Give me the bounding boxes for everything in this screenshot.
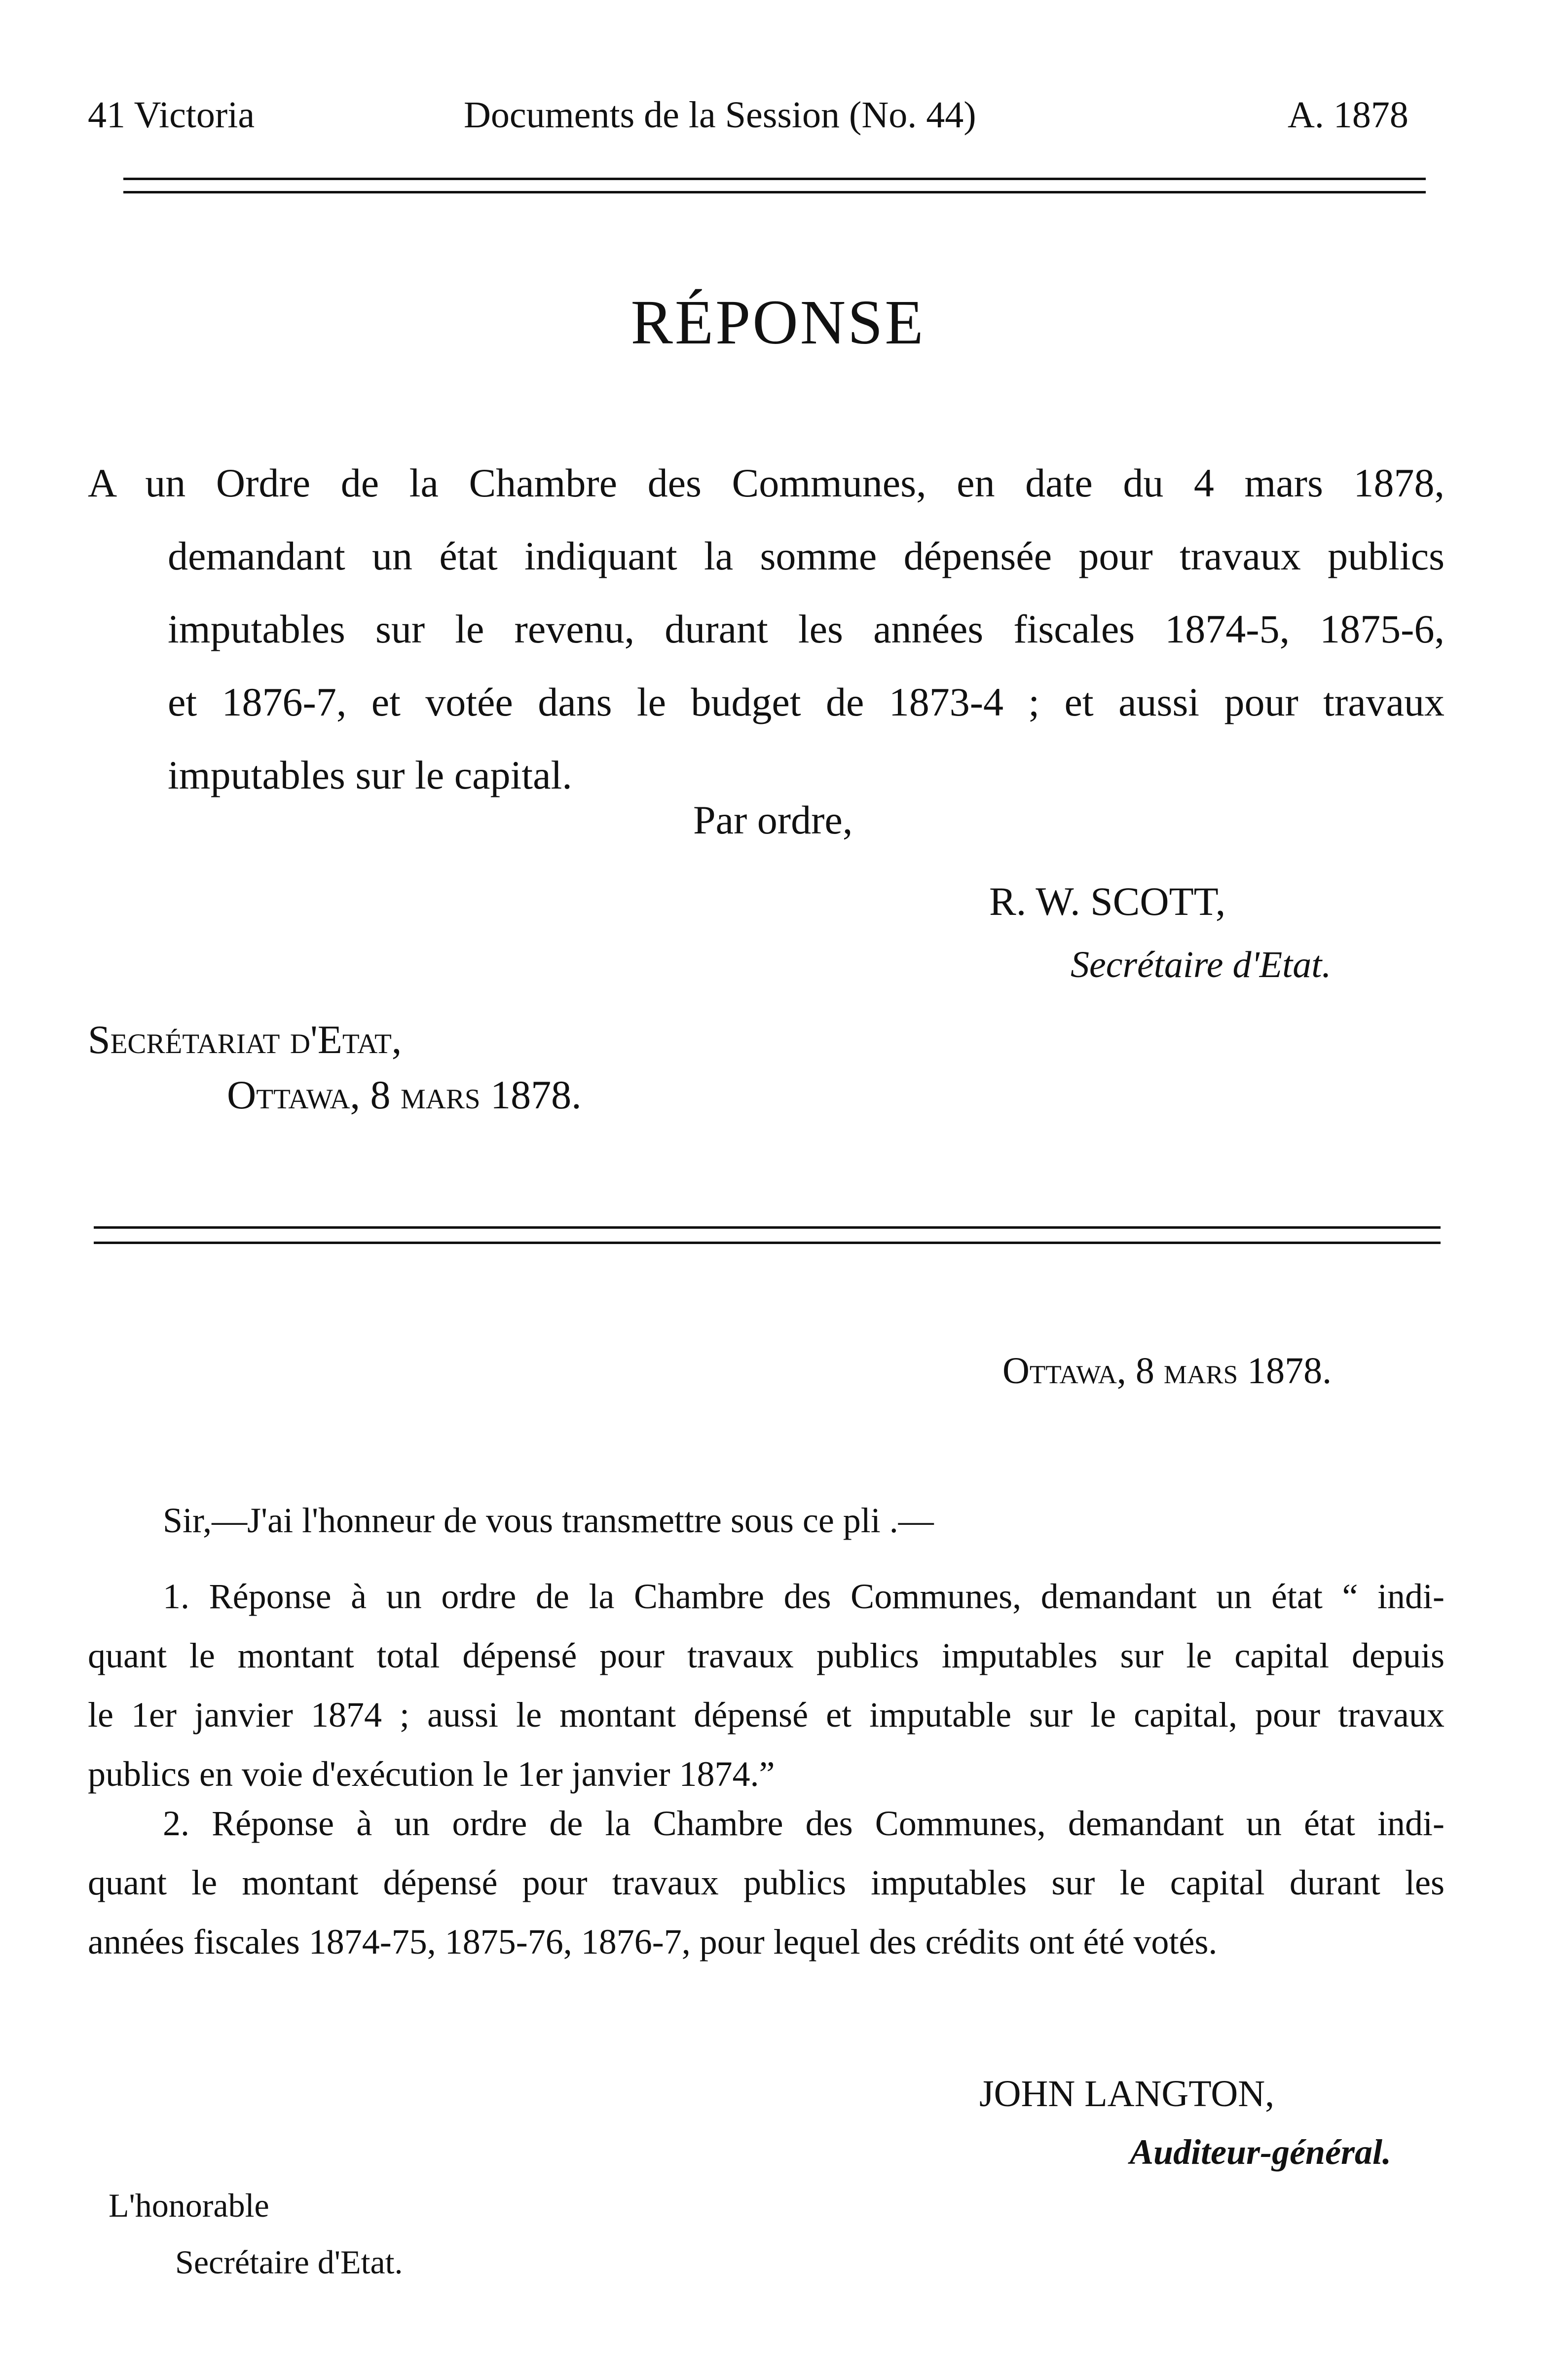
secretariat-place-date: Ottawa, 8 mars 1878. bbox=[227, 1072, 582, 1117]
document-title: RÉPONSE bbox=[630, 287, 926, 357]
order-line: et 1876-7, et votée dans le budget de 1873-4 ; et aussi pour travaux bbox=[168, 680, 1445, 724]
scott-signature-name: R. W. SCOTT, bbox=[989, 879, 1226, 924]
item2-line: 2. Réponse à un ordre de la Chambre des Communes, demandant un état indi- bbox=[163, 1804, 1445, 1843]
letter-item-1 bbox=[88, 1567, 1445, 1804]
langton-signature-name: JOHN LANGTON, bbox=[979, 2073, 1275, 2115]
section-rule bbox=[94, 1226, 1441, 1244]
order-line: imputables sur le revenu, durant les années fiscales 1874-5, 1875-6, bbox=[168, 606, 1445, 651]
order-line: demandant un état indiquant la somme dépensée pour travaux publics bbox=[168, 533, 1445, 578]
order-line: A un Ordre de la Chambre des Communes, en date du 4 mars 1878, bbox=[88, 460, 1445, 505]
langton-signature-title: Auditeur-général. bbox=[1130, 2132, 1392, 2172]
letter-place-date: Ottawa, 8 mars 1878. bbox=[1002, 1350, 1332, 1392]
header-title: Documents de la Session (No. 44) bbox=[464, 94, 976, 136]
addressee-honorific: L'honorable bbox=[109, 2187, 269, 2224]
order-paragraph bbox=[88, 447, 1445, 812]
letter-item-2 bbox=[88, 1794, 1445, 1971]
header-year: A. 1878 bbox=[1288, 94, 1408, 136]
item1-line: 1. Réponse à un ordre de la Chambre des Communes, demandant un état “ indi- bbox=[163, 1577, 1445, 1616]
secretariat-office: Secrétariat d'Etat, bbox=[88, 1017, 402, 1062]
header-rule bbox=[123, 178, 1426, 193]
header-session-left: 41 Victoria bbox=[88, 94, 255, 136]
par-ordre: Par ordre, bbox=[693, 797, 853, 842]
item2-line: années fiscales 1874-75, 1875-76, 1876-7, pour lequel des crédits ont été votés. bbox=[88, 1922, 1218, 1962]
item1-line: quant le montant total dépensé pour travaux publics imputables sur le capital depuis bbox=[88, 1636, 1445, 1675]
letter-salutation: Sir,—J'ai l'honneur de vous transmettre sous ce pli .— bbox=[163, 1501, 934, 1540]
item1-line: publics en voie d'exécution le 1er janvier 1874.” bbox=[88, 1754, 775, 1794]
item2-line: quant le montant dépensé pour travaux publics imputables sur le capital durant les bbox=[88, 1863, 1445, 1902]
addressee-title: Secrétaire d'Etat. bbox=[175, 2243, 403, 2281]
order-line: imputables sur le capital. bbox=[168, 753, 572, 797]
item1-line: le 1er janvier 1874 ; aussi le montant dépensé et imputable sur le capital, pour travaux bbox=[88, 1695, 1445, 1735]
scott-signature-title: Secrétaire d'Etat. bbox=[1071, 944, 1332, 985]
